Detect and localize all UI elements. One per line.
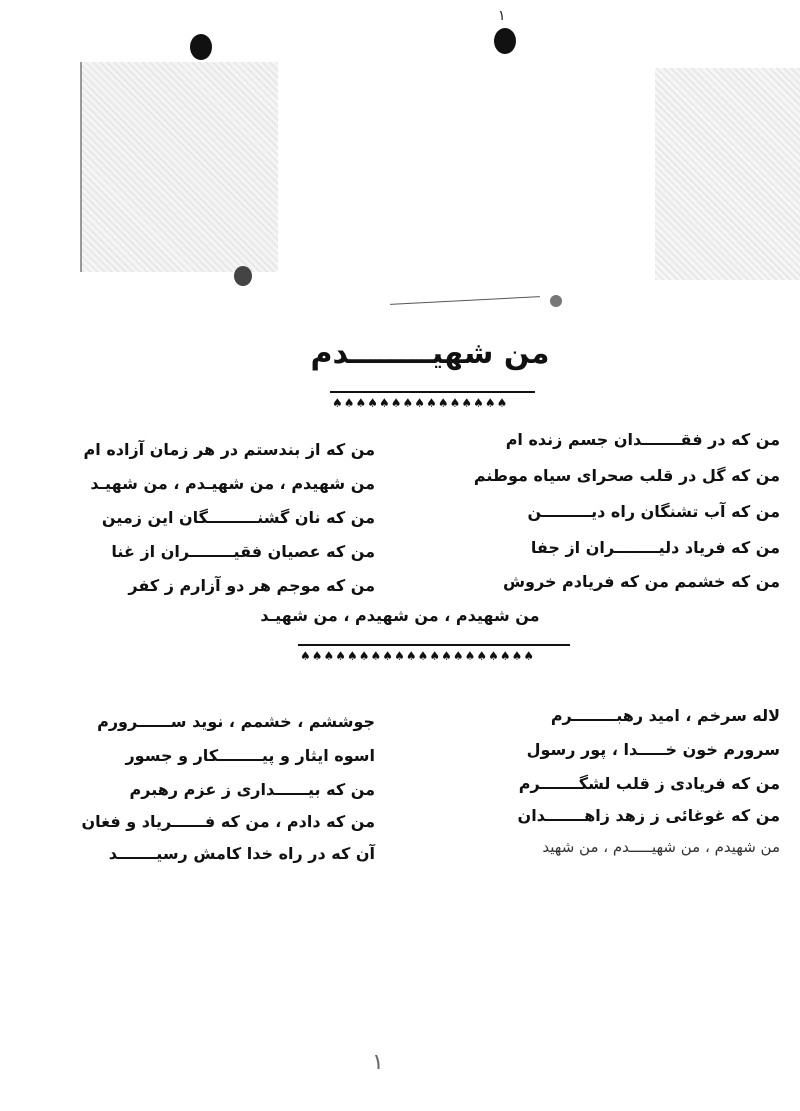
- top-page-mark: ۱: [498, 8, 506, 24]
- ornament-row: ♠♠♠♠♠♠♠♠♠♠♠♠♠♠♠♠♠♠♠♠: [300, 649, 536, 663]
- verse-line: من که فریادی ز قلب لشگـــــــرم: [518, 774, 780, 793]
- punch-hole: [550, 295, 562, 307]
- poem-title: من شهیــــــــدم: [310, 336, 550, 371]
- punch-hole: [190, 34, 212, 60]
- verse-line: اسوه ایثار و پیــــــــکار و جسور: [125, 746, 375, 765]
- verse-line: من شهیدم ، من شهیـــــدم ، من شهید: [542, 838, 780, 856]
- verse-line: آن که در راه خدا کامش رسیـــــــد: [108, 844, 375, 863]
- verse-line: من که بیــــــداری ز عزم رهبرم: [129, 780, 375, 799]
- scan-smudge: [80, 62, 278, 272]
- verse-line: من که موجم هر دو آزارم ز کفر: [128, 576, 375, 595]
- punch-hole: [234, 266, 252, 286]
- verse-line: من شهیدم ، من شهیـدم ، من شهیـد: [90, 474, 375, 493]
- verse-line: جوششم ، خشمم ، نوید ســــــرورم: [97, 712, 375, 731]
- ornament-row: ♠♠♠♠♠♠♠♠♠♠♠♠♠♠♠: [332, 396, 509, 410]
- punch-hole: [494, 28, 516, 54]
- refrain-line: من شهیدم ، من شهیدم ، من شهیـد: [260, 606, 540, 625]
- verse-line: من که دادم ، من که فــــــریاد و فغان: [81, 812, 375, 831]
- scan-scratch: [390, 296, 540, 305]
- verse-line: من که نان گشنـــــــــگان این زمین: [101, 508, 375, 527]
- title-rule: [330, 391, 535, 393]
- verse-line: من که آب تشنگان راه دیـــــــــن: [527, 502, 780, 521]
- verse-line: من که غوغائی ز زهد زاهـــــــدان: [517, 806, 780, 825]
- page-number: ۱: [372, 1050, 384, 1075]
- verse-line: سرورم خون خـــــدا ، پور رسول: [526, 740, 780, 759]
- verse-line: من که عصیان فقیــــــــران از غنا: [111, 542, 375, 561]
- section-rule: [298, 644, 570, 646]
- verse-line: من که در فقـــــــدان جسم زنده ام: [505, 430, 780, 449]
- verse-line: من که خشمم من که فریادم خروش: [502, 572, 780, 591]
- verse-line: من که از بندستم در هر زمان آزاده ام: [83, 440, 375, 459]
- verse-line: من که گل در قلب صحرای سیاه موطنم: [473, 466, 780, 485]
- verse-line: لاله سرخم ، امید رهبــــــــرم: [550, 706, 780, 725]
- scan-smudge: [655, 68, 800, 280]
- verse-line: من که فریاد دلیــــــــران از جفا: [530, 538, 780, 557]
